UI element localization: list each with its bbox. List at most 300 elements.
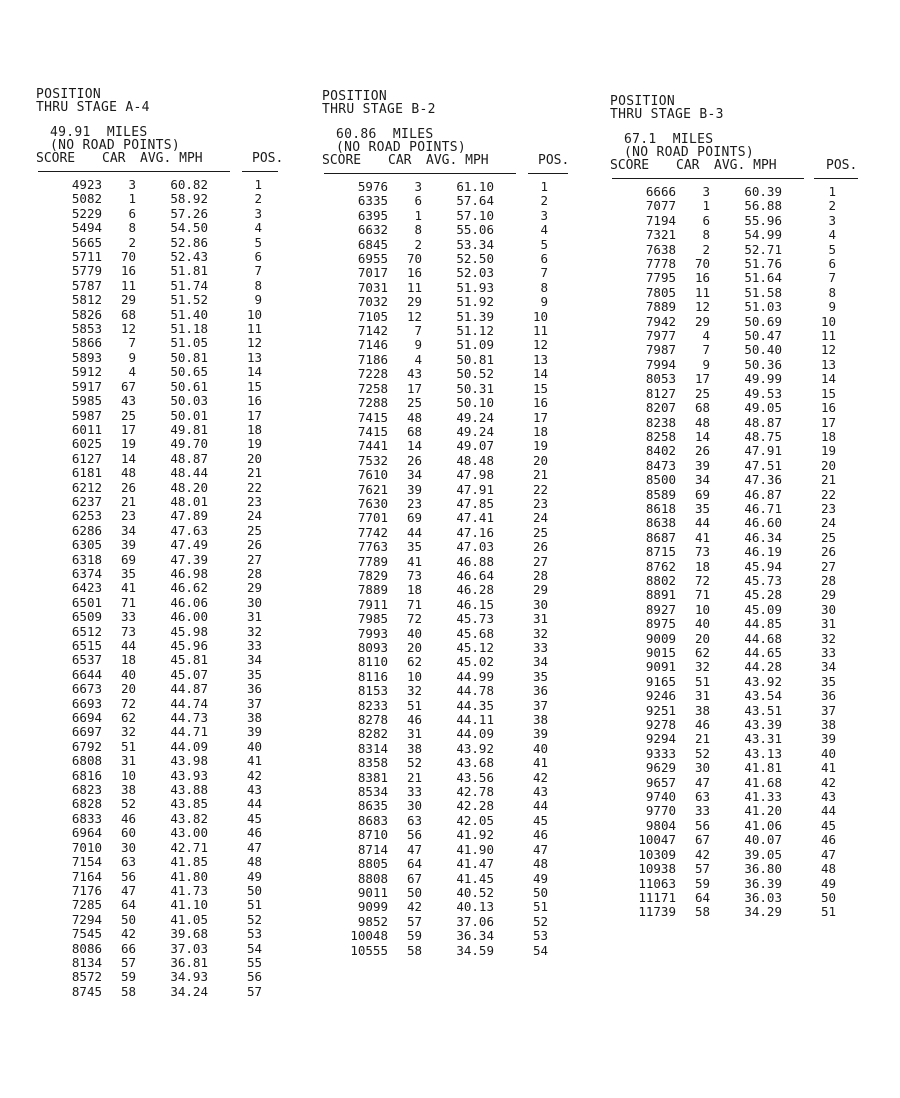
car-cell: 26 bbox=[694, 443, 710, 459]
car-cell: 64 bbox=[120, 897, 136, 913]
avg-mph-cell: 52.71 bbox=[744, 241, 782, 257]
score-cell: 8635 bbox=[357, 798, 388, 814]
score-cell: 5987 bbox=[71, 407, 102, 423]
car-cell: 44 bbox=[694, 515, 710, 531]
pos-cell: 3 bbox=[254, 205, 262, 221]
avg-mph-cell: 44.09 bbox=[456, 726, 494, 742]
score-cell: 5665 bbox=[71, 234, 102, 250]
pos-cell: 15 bbox=[532, 380, 548, 396]
car-cell: 14 bbox=[694, 428, 710, 444]
score-cell: 9278 bbox=[645, 717, 676, 733]
avg-mph-cell: 36.39 bbox=[744, 875, 782, 891]
avg-mph-cell: 45.68 bbox=[456, 625, 494, 641]
avg-mph-cell: 34.93 bbox=[170, 969, 208, 985]
avg-mph-cell: 36.34 bbox=[456, 928, 494, 944]
header-score: SCORE bbox=[322, 153, 362, 168]
table-row bbox=[610, 199, 866, 213]
score-cell: 7742 bbox=[357, 524, 388, 540]
table-row bbox=[610, 848, 866, 862]
pos-cell: 54 bbox=[532, 942, 548, 958]
avg-mph-cell: 51.81 bbox=[170, 263, 208, 279]
table-row bbox=[36, 308, 292, 322]
table-row bbox=[322, 209, 578, 223]
pos-cell: 31 bbox=[246, 609, 262, 625]
avg-mph-cell: 50.10 bbox=[456, 395, 494, 411]
score-cell: 7942 bbox=[645, 313, 676, 329]
score-cell: 11063 bbox=[638, 875, 676, 891]
avg-mph-cell: 57.10 bbox=[456, 207, 494, 223]
car-cell: 40 bbox=[694, 616, 710, 632]
score-cell: 6808 bbox=[71, 753, 102, 769]
car-cell: 41 bbox=[406, 553, 422, 569]
car-cell: 3 bbox=[414, 179, 422, 194]
table-row bbox=[322, 641, 578, 655]
pos-cell: 31 bbox=[820, 616, 836, 632]
pos-cell: 21 bbox=[532, 467, 548, 483]
table-row bbox=[610, 603, 866, 617]
car-cell: 70 bbox=[694, 256, 710, 272]
avg-mph-cell: 50.31 bbox=[456, 380, 494, 396]
score-cell: 6666 bbox=[645, 184, 676, 199]
table-row bbox=[322, 338, 578, 352]
pos-cell: 7 bbox=[540, 265, 548, 281]
car-cell: 33 bbox=[120, 609, 136, 625]
table-row bbox=[36, 236, 292, 250]
avg-mph-cell: 46.06 bbox=[170, 594, 208, 610]
table-row bbox=[322, 425, 578, 439]
pos-cell: 25 bbox=[820, 529, 836, 545]
table-row bbox=[610, 646, 866, 660]
car-cell: 34 bbox=[120, 522, 136, 538]
pos-cell: 19 bbox=[820, 443, 836, 459]
avg-mph-cell: 44.99 bbox=[456, 668, 494, 684]
avg-mph-cell: 49.53 bbox=[744, 385, 782, 401]
score-cell: 6423 bbox=[71, 580, 102, 596]
pos-cell: 43 bbox=[246, 782, 262, 798]
pos-cell: 44 bbox=[246, 796, 262, 812]
score-cell: 8282 bbox=[357, 726, 388, 742]
car-cell: 73 bbox=[694, 544, 710, 560]
car-cell: 17 bbox=[406, 380, 422, 396]
pos-cell: 38 bbox=[820, 717, 836, 733]
score-cell: 7994 bbox=[645, 356, 676, 372]
pos-cell: 22 bbox=[820, 486, 836, 502]
header-rule bbox=[324, 173, 516, 174]
pos-cell: 41 bbox=[246, 753, 262, 769]
car-cell: 21 bbox=[694, 731, 710, 747]
score-cell: 8381 bbox=[357, 769, 388, 785]
table-row bbox=[36, 365, 292, 379]
score-cell: 8762 bbox=[645, 558, 676, 574]
table-row bbox=[322, 785, 578, 799]
score-cell: 7415 bbox=[357, 423, 388, 439]
pos-cell: 14 bbox=[246, 364, 262, 380]
pos-cell: 19 bbox=[532, 438, 548, 454]
car-cell: 57 bbox=[120, 954, 136, 970]
car-cell: 71 bbox=[406, 596, 422, 612]
pos-cell: 47 bbox=[246, 839, 262, 855]
car-cell: 18 bbox=[694, 558, 710, 574]
car-cell: 73 bbox=[120, 623, 136, 639]
car-cell: 9 bbox=[128, 349, 136, 365]
avg-mph-cell: 47.16 bbox=[456, 524, 494, 540]
pos-cell: 50 bbox=[246, 882, 262, 898]
pos-cell: 17 bbox=[532, 409, 548, 425]
score-cell: 5826 bbox=[71, 306, 102, 322]
avg-mph-cell: 37.03 bbox=[170, 940, 208, 956]
pos-cell: 49 bbox=[246, 868, 262, 884]
avg-mph-cell: 43.54 bbox=[744, 688, 782, 704]
avg-mph-cell: 40.07 bbox=[744, 832, 782, 848]
pos-cell: 16 bbox=[532, 395, 548, 411]
score-cell: 6253 bbox=[71, 508, 102, 524]
pos-cell: 11 bbox=[246, 321, 262, 337]
pos-cell: 9 bbox=[828, 299, 836, 315]
score-cell: 7321 bbox=[645, 227, 676, 243]
car-cell: 26 bbox=[120, 479, 136, 495]
pos-cell: 39 bbox=[820, 731, 836, 747]
avg-mph-cell: 43.56 bbox=[456, 769, 494, 785]
table-row bbox=[36, 740, 292, 754]
score-cell: 7017 bbox=[357, 265, 388, 281]
avg-mph-cell: 53.34 bbox=[456, 236, 494, 252]
table-row bbox=[36, 437, 292, 451]
table-row bbox=[610, 632, 866, 646]
table-row bbox=[610, 804, 866, 818]
avg-mph-cell: 46.98 bbox=[170, 565, 208, 581]
car-cell: 62 bbox=[120, 710, 136, 726]
pos-cell: 18 bbox=[532, 423, 548, 439]
avg-mph-cell: 44.71 bbox=[170, 724, 208, 740]
score-cell: 8402 bbox=[645, 443, 676, 459]
car-cell: 25 bbox=[694, 385, 710, 401]
table-row bbox=[36, 207, 292, 221]
avg-mph-cell: 41.68 bbox=[744, 774, 782, 790]
avg-mph-cell: 41.05 bbox=[170, 911, 208, 927]
pos-cell: 41 bbox=[532, 755, 548, 771]
pos-cell: 1 bbox=[254, 177, 262, 192]
table-row bbox=[36, 351, 292, 365]
table-row bbox=[610, 689, 866, 703]
score-cell: 7228 bbox=[357, 366, 388, 382]
avg-mph-cell: 50.69 bbox=[744, 313, 782, 329]
avg-mph-cell: 50.52 bbox=[456, 366, 494, 382]
car-cell: 72 bbox=[694, 572, 710, 588]
avg-mph-cell: 60.82 bbox=[170, 177, 208, 192]
car-cell: 66 bbox=[120, 940, 136, 956]
table-rows bbox=[610, 185, 866, 920]
avg-mph-cell: 41.81 bbox=[744, 760, 782, 776]
score-cell: 8589 bbox=[645, 486, 676, 502]
table-row bbox=[36, 625, 292, 639]
pos-cell: 4 bbox=[540, 222, 548, 238]
pos-cell: 47 bbox=[532, 841, 548, 857]
table-row bbox=[610, 416, 866, 430]
car-cell: 32 bbox=[694, 659, 710, 675]
table-row bbox=[610, 372, 866, 386]
pos-cell: 2 bbox=[828, 198, 836, 214]
table-row bbox=[36, 423, 292, 437]
score-cell: 10048 bbox=[350, 928, 388, 944]
score-cell: 9294 bbox=[645, 731, 676, 747]
score-cell: 8808 bbox=[357, 870, 388, 886]
pos-cell: 22 bbox=[246, 479, 262, 495]
pos-cell: 12 bbox=[246, 335, 262, 351]
pos-cell: 49 bbox=[532, 870, 548, 886]
car-cell: 40 bbox=[406, 625, 422, 641]
avg-mph-cell: 45.94 bbox=[744, 558, 782, 574]
score-cell: 11171 bbox=[638, 889, 676, 905]
score-cell: 6011 bbox=[71, 421, 102, 437]
avg-mph-cell: 54.50 bbox=[170, 220, 208, 236]
avg-mph-cell: 46.34 bbox=[744, 529, 782, 545]
car-cell: 43 bbox=[120, 393, 136, 409]
score-cell: 8053 bbox=[645, 371, 676, 387]
car-cell: 11 bbox=[406, 279, 422, 295]
car-cell: 30 bbox=[120, 839, 136, 855]
avg-mph-cell: 46.88 bbox=[456, 553, 494, 569]
score-cell: 11739 bbox=[638, 904, 676, 920]
avg-mph-cell: 46.87 bbox=[744, 486, 782, 502]
avg-mph-cell: 43.92 bbox=[744, 673, 782, 689]
header-car: CAR bbox=[388, 153, 412, 168]
score-cell: 8714 bbox=[357, 841, 388, 857]
table-row bbox=[322, 555, 578, 569]
avg-mph-cell: 61.10 bbox=[456, 179, 494, 194]
table-row bbox=[322, 627, 578, 641]
avg-mph-cell: 41.10 bbox=[170, 897, 208, 913]
car-cell: 9 bbox=[414, 337, 422, 353]
car-cell: 30 bbox=[694, 760, 710, 776]
car-cell: 1 bbox=[128, 191, 136, 207]
car-cell: 64 bbox=[406, 856, 422, 872]
score-cell: 8805 bbox=[357, 856, 388, 872]
car-cell: 8 bbox=[414, 222, 422, 238]
table-row bbox=[322, 569, 578, 583]
score-cell: 6845 bbox=[357, 236, 388, 252]
avg-mph-cell: 43.98 bbox=[170, 753, 208, 769]
pos-cell: 11 bbox=[820, 328, 836, 344]
avg-mph-cell: 45.07 bbox=[170, 666, 208, 682]
table-row bbox=[322, 900, 578, 914]
score-cell: 7701 bbox=[357, 510, 388, 526]
score-cell: 7829 bbox=[357, 567, 388, 583]
table-row bbox=[610, 819, 866, 833]
score-cell: 8116 bbox=[357, 668, 388, 684]
score-cell: 5893 bbox=[71, 349, 102, 365]
car-cell: 63 bbox=[120, 854, 136, 870]
table-row bbox=[610, 545, 866, 559]
avg-mph-cell: 45.02 bbox=[456, 654, 494, 670]
pos-cell: 31 bbox=[532, 611, 548, 627]
table-row bbox=[36, 826, 292, 840]
car-cell: 59 bbox=[694, 875, 710, 891]
avg-mph-cell: 39.68 bbox=[170, 926, 208, 942]
header-car: CAR bbox=[102, 151, 126, 166]
score-cell: 6127 bbox=[71, 450, 102, 466]
car-cell: 44 bbox=[406, 524, 422, 540]
table-row bbox=[322, 511, 578, 525]
table-row bbox=[322, 655, 578, 669]
avg-mph-cell: 51.40 bbox=[170, 306, 208, 322]
avg-mph-cell: 50.81 bbox=[170, 349, 208, 365]
score-cell: 8110 bbox=[357, 654, 388, 670]
pos-cell: 47 bbox=[820, 846, 836, 862]
avg-mph-cell: 43.39 bbox=[744, 717, 782, 733]
pos-cell: 8 bbox=[254, 277, 262, 293]
score-cell: 8683 bbox=[357, 812, 388, 828]
avg-mph-cell: 48.20 bbox=[170, 479, 208, 495]
car-cell: 51 bbox=[120, 738, 136, 754]
score-cell: 8278 bbox=[357, 712, 388, 728]
pos-cell: 6 bbox=[254, 249, 262, 265]
table-row bbox=[36, 812, 292, 826]
car-cell: 32 bbox=[120, 724, 136, 740]
score-cell: 6673 bbox=[71, 681, 102, 697]
table-row bbox=[322, 223, 578, 237]
table-row bbox=[36, 870, 292, 884]
car-cell: 69 bbox=[694, 486, 710, 502]
score-cell: 10309 bbox=[638, 846, 676, 862]
avg-mph-cell: 36.81 bbox=[170, 954, 208, 970]
score-cell: 7889 bbox=[645, 299, 676, 315]
table-row bbox=[322, 382, 578, 396]
avg-mph-cell: 44.78 bbox=[456, 683, 494, 699]
pos-cell: 34 bbox=[246, 652, 262, 668]
avg-mph-cell: 46.19 bbox=[744, 544, 782, 560]
score-cell: 5812 bbox=[71, 292, 102, 308]
avg-mph-cell: 43.92 bbox=[456, 740, 494, 756]
table-row bbox=[610, 488, 866, 502]
car-cell: 20 bbox=[694, 630, 710, 646]
table-row bbox=[36, 610, 292, 624]
car-cell: 52 bbox=[120, 796, 136, 812]
block-title: POSITION THRU STAGE A-4 bbox=[36, 87, 150, 115]
score-cell: 9251 bbox=[645, 702, 676, 718]
score-cell: 9852 bbox=[357, 913, 388, 929]
table-row bbox=[610, 747, 866, 761]
score-cell: 9804 bbox=[645, 817, 676, 833]
car-cell: 38 bbox=[694, 702, 710, 718]
table-row bbox=[36, 754, 292, 768]
score-cell: 8238 bbox=[645, 414, 676, 430]
car-cell: 47 bbox=[694, 774, 710, 790]
table-row bbox=[610, 704, 866, 718]
car-cell: 7 bbox=[702, 342, 710, 358]
table-row bbox=[610, 732, 866, 746]
score-cell: 6212 bbox=[71, 479, 102, 495]
table-row bbox=[322, 194, 578, 208]
table-row bbox=[36, 293, 292, 307]
score-cell: 6509 bbox=[71, 609, 102, 625]
avg-mph-cell: 49.70 bbox=[170, 436, 208, 452]
table-row bbox=[610, 588, 866, 602]
avg-mph-cell: 39.05 bbox=[744, 846, 782, 862]
block-miles: 49.91 MILES (NO ROAD POINTS) bbox=[50, 125, 181, 153]
avg-mph-cell: 45.73 bbox=[744, 572, 782, 588]
car-cell: 34 bbox=[694, 472, 710, 488]
pos-cell: 51 bbox=[532, 899, 548, 915]
car-cell: 12 bbox=[406, 308, 422, 324]
car-cell: 70 bbox=[406, 251, 422, 267]
car-cell: 3 bbox=[128, 177, 136, 192]
pos-cell: 10 bbox=[246, 306, 262, 322]
table-row bbox=[36, 481, 292, 495]
car-cell: 71 bbox=[120, 594, 136, 610]
pos-cell: 29 bbox=[246, 580, 262, 596]
table-row bbox=[610, 271, 866, 285]
pos-cell: 33 bbox=[532, 640, 548, 655]
car-cell: 48 bbox=[120, 465, 136, 481]
table-row bbox=[322, 540, 578, 554]
avg-mph-cell: 57.26 bbox=[170, 205, 208, 221]
avg-mph-cell: 47.36 bbox=[744, 472, 782, 488]
pos-cell: 33 bbox=[246, 638, 262, 653]
score-cell: 10047 bbox=[638, 832, 676, 848]
pos-cell: 50 bbox=[532, 884, 548, 900]
score-cell: 5912 bbox=[71, 364, 102, 380]
car-cell: 23 bbox=[406, 495, 422, 511]
avg-mph-cell: 48.01 bbox=[170, 493, 208, 509]
car-cell: 56 bbox=[694, 817, 710, 833]
table-row bbox=[36, 495, 292, 509]
pos-cell: 53 bbox=[532, 928, 548, 944]
score-cell: 8233 bbox=[357, 697, 388, 713]
avg-mph-cell: 51.52 bbox=[170, 292, 208, 308]
car-cell: 33 bbox=[406, 784, 422, 800]
car-cell: 10 bbox=[120, 767, 136, 783]
score-cell: 9011 bbox=[357, 884, 388, 900]
car-cell: 18 bbox=[406, 582, 422, 598]
avg-mph-cell: 48.48 bbox=[456, 452, 494, 468]
car-cell: 39 bbox=[120, 537, 136, 553]
avg-mph-cell: 41.90 bbox=[456, 841, 494, 857]
avg-mph-cell: 55.06 bbox=[456, 222, 494, 238]
score-cell: 8134 bbox=[71, 954, 102, 970]
pos-cell: 23 bbox=[532, 495, 548, 511]
avg-mph-cell: 47.41 bbox=[456, 510, 494, 526]
score-cell: 9657 bbox=[645, 774, 676, 790]
car-cell: 6 bbox=[414, 193, 422, 209]
score-cell: 8927 bbox=[645, 601, 676, 617]
results-table bbox=[322, 154, 578, 958]
avg-mph-cell: 57.64 bbox=[456, 193, 494, 209]
score-cell: 6181 bbox=[71, 465, 102, 481]
pos-cell: 14 bbox=[532, 366, 548, 382]
car-cell: 38 bbox=[120, 782, 136, 798]
car-cell: 10 bbox=[694, 601, 710, 617]
pos-cell: 51 bbox=[820, 904, 836, 920]
car-cell: 44 bbox=[120, 638, 136, 653]
pos-cell: 32 bbox=[246, 623, 262, 639]
avg-mph-cell: 49.24 bbox=[456, 409, 494, 425]
car-cell: 72 bbox=[120, 695, 136, 711]
score-cell: 8093 bbox=[357, 640, 388, 655]
avg-mph-cell: 42.05 bbox=[456, 812, 494, 828]
table-row bbox=[36, 769, 292, 783]
table-row bbox=[322, 310, 578, 324]
score-cell: 7176 bbox=[71, 882, 102, 898]
pos-cell: 43 bbox=[532, 784, 548, 800]
avg-mph-cell: 50.36 bbox=[744, 356, 782, 372]
table-row bbox=[610, 228, 866, 242]
car-cell: 48 bbox=[406, 409, 422, 425]
table-row bbox=[36, 682, 292, 696]
pos-cell: 10 bbox=[532, 308, 548, 324]
avg-mph-cell: 49.99 bbox=[744, 371, 782, 387]
pos-cell: 23 bbox=[820, 500, 836, 516]
table-row bbox=[610, 315, 866, 329]
